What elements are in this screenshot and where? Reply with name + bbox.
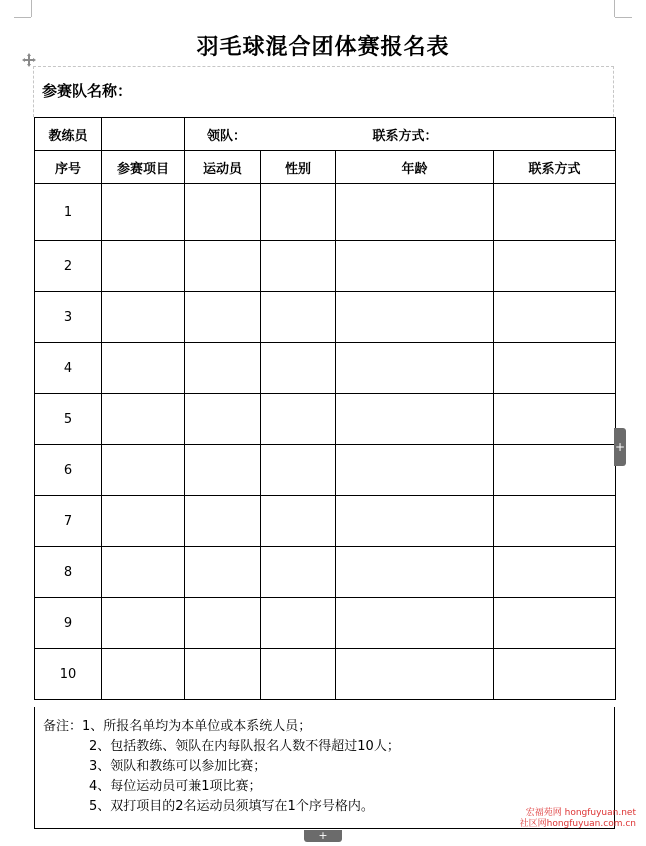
age-cell[interactable] bbox=[336, 598, 494, 649]
table-row bbox=[35, 496, 616, 547]
gender-cell[interactable] bbox=[261, 598, 336, 649]
col-header-athlete: 运动员 bbox=[185, 151, 261, 184]
col-header-gender: 性别 bbox=[261, 151, 336, 184]
contact-cell[interactable] bbox=[494, 496, 616, 547]
athlete-cell[interactable] bbox=[185, 496, 261, 547]
table-row bbox=[35, 241, 616, 292]
age-cell[interactable] bbox=[336, 445, 494, 496]
col-header-age: 年龄 bbox=[336, 151, 494, 184]
page-corner-mark bbox=[614, 0, 615, 17]
event-cell[interactable] bbox=[102, 598, 185, 649]
event-cell[interactable] bbox=[102, 292, 185, 343]
gender-cell[interactable] bbox=[261, 343, 336, 394]
age-cell[interactable] bbox=[336, 649, 494, 700]
note-item: 3、领队和教练可以参加比赛； bbox=[89, 759, 267, 774]
athlete-cell[interactable] bbox=[185, 598, 261, 649]
age-cell[interactable] bbox=[336, 394, 494, 445]
note-text: 1、所报名单均为本单位或本系统人员； bbox=[82, 719, 312, 734]
info-row bbox=[35, 118, 616, 151]
row-number: 8 bbox=[35, 547, 102, 598]
row-number: 3 bbox=[35, 292, 102, 343]
contact-cell[interactable] bbox=[494, 184, 616, 241]
age-cell[interactable] bbox=[336, 496, 494, 547]
gender-cell[interactable] bbox=[261, 649, 336, 700]
row-number: 5 bbox=[35, 394, 102, 445]
row-number: 9 bbox=[35, 598, 102, 649]
table-row bbox=[35, 343, 616, 394]
athlete-cell[interactable] bbox=[185, 445, 261, 496]
event-cell[interactable] bbox=[102, 394, 185, 445]
notes-prefix: 备注： bbox=[43, 719, 83, 734]
page-corner-mark bbox=[31, 0, 32, 17]
col-header-seq: 序号 bbox=[35, 151, 102, 184]
gender-cell[interactable] bbox=[261, 496, 336, 547]
watermark bbox=[520, 808, 636, 830]
event-cell[interactable] bbox=[102, 241, 185, 292]
page-corner-mark bbox=[14, 17, 31, 18]
gender-cell[interactable] bbox=[261, 292, 336, 343]
team-name-label: 参赛队名称： bbox=[42, 82, 133, 100]
athlete-cell[interactable] bbox=[185, 394, 261, 445]
event-cell[interactable] bbox=[102, 496, 185, 547]
contact-cell[interactable] bbox=[494, 649, 616, 700]
note-item: 5、双打项目的2名运动员须填写在1个序号格内。 bbox=[89, 799, 374, 814]
contact-cell[interactable] bbox=[494, 547, 616, 598]
watermark-line: 宏福苑网 hongfuyuan.net bbox=[525, 808, 636, 818]
contact-cell[interactable] bbox=[494, 343, 616, 394]
note-item: 4、每位运动员可兼1项比赛； bbox=[89, 779, 262, 794]
event-cell[interactable] bbox=[102, 649, 185, 700]
event-cell[interactable] bbox=[102, 445, 185, 496]
page-corner-mark bbox=[615, 17, 632, 18]
table-row bbox=[35, 598, 616, 649]
athlete-cell[interactable] bbox=[185, 184, 261, 241]
gender-cell[interactable] bbox=[261, 394, 336, 445]
contact-cell[interactable] bbox=[494, 598, 616, 649]
row-number: 2 bbox=[35, 241, 102, 292]
plus-icon[interactable]: + bbox=[304, 830, 342, 842]
row-number: 1 bbox=[35, 184, 102, 241]
age-cell[interactable] bbox=[336, 292, 494, 343]
gender-cell[interactable] bbox=[261, 184, 336, 241]
contact-cell[interactable] bbox=[494, 445, 616, 496]
leader-contact-cell[interactable] bbox=[185, 118, 616, 151]
plus-icon[interactable]: + bbox=[614, 428, 626, 466]
move-icon bbox=[22, 53, 36, 67]
row-number: 10 bbox=[35, 649, 102, 700]
coach-label: 教练员 bbox=[35, 118, 102, 151]
coach-value-cell[interactable] bbox=[102, 118, 185, 151]
table-row bbox=[35, 184, 616, 241]
table-row bbox=[35, 547, 616, 598]
gender-cell[interactable] bbox=[261, 241, 336, 292]
age-cell[interactable] bbox=[336, 547, 494, 598]
athlete-cell[interactable] bbox=[185, 241, 261, 292]
row-number: 7 bbox=[35, 496, 102, 547]
column-header-row bbox=[35, 151, 616, 184]
form-title: 羽毛球混合团体赛报名表 bbox=[196, 34, 450, 60]
event-cell[interactable] bbox=[102, 343, 185, 394]
age-cell[interactable] bbox=[336, 343, 494, 394]
row-number: 4 bbox=[35, 343, 102, 394]
table-row bbox=[35, 445, 616, 496]
athlete-cell[interactable] bbox=[185, 343, 261, 394]
athlete-cell[interactable] bbox=[185, 292, 261, 343]
note-item bbox=[43, 717, 614, 737]
age-cell[interactable] bbox=[336, 184, 494, 241]
gender-cell[interactable] bbox=[261, 445, 336, 496]
table-row bbox=[35, 649, 616, 700]
event-cell[interactable] bbox=[102, 547, 185, 598]
gender-cell[interactable] bbox=[261, 547, 336, 598]
contact-cell[interactable] bbox=[494, 292, 616, 343]
contact-cell[interactable] bbox=[494, 394, 616, 445]
leader-contact-label: 联系方式： bbox=[372, 128, 438, 144]
athlete-cell[interactable] bbox=[185, 649, 261, 700]
row-number: 6 bbox=[35, 445, 102, 496]
table-row bbox=[35, 292, 616, 343]
age-cell[interactable] bbox=[336, 241, 494, 292]
col-header-event: 参赛项目 bbox=[102, 151, 185, 184]
leader-label: 领队： bbox=[207, 128, 247, 144]
contact-cell[interactable] bbox=[494, 241, 616, 292]
registration-table bbox=[34, 117, 616, 700]
col-header-contact: 联系方式 bbox=[494, 151, 616, 184]
event-cell[interactable] bbox=[102, 184, 185, 241]
note-item: 2、包括教练、领队在内每队报名人数不得超过10人； bbox=[89, 739, 400, 754]
watermark-line: 社区网hongfuyuan.com.cn bbox=[519, 819, 636, 829]
table-row bbox=[35, 394, 616, 445]
athlete-cell[interactable] bbox=[185, 547, 261, 598]
